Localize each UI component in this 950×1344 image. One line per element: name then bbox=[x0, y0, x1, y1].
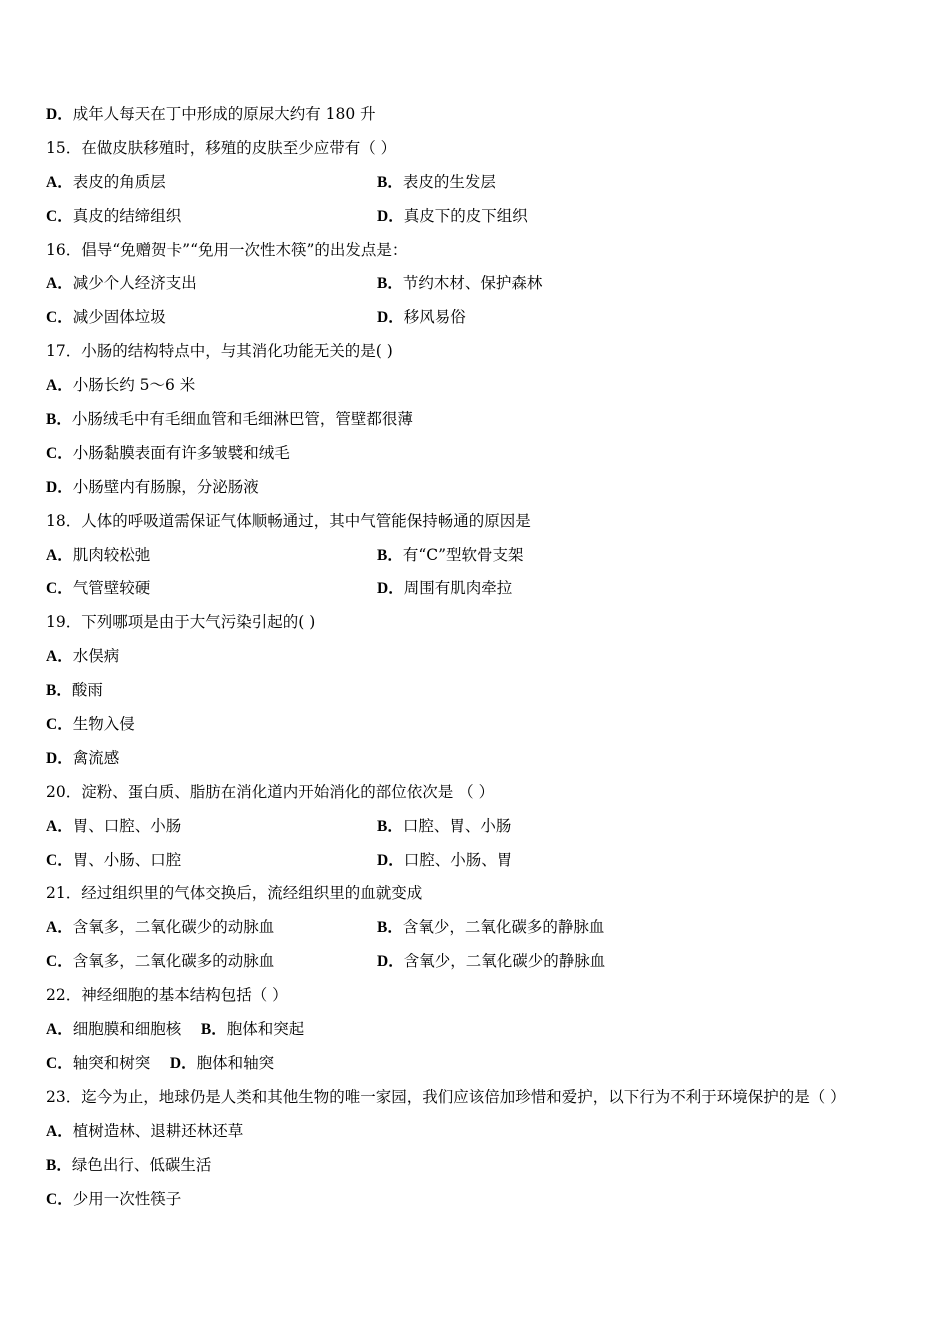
option-c bbox=[46, 945, 274, 979]
option-label: B． bbox=[46, 1156, 72, 1174]
option-line bbox=[46, 403, 916, 437]
option-text: 胃、口腔、小肠 bbox=[72, 816, 182, 835]
option-b bbox=[377, 267, 542, 301]
option-row bbox=[46, 945, 916, 979]
option-line bbox=[46, 708, 916, 742]
option-label: C． bbox=[46, 1190, 73, 1208]
option-line bbox=[46, 674, 916, 708]
option-line bbox=[46, 369, 916, 403]
option-text: 成年人每天在丁中形成的原尿大约有 180 升 bbox=[72, 105, 376, 123]
option-d bbox=[377, 945, 605, 979]
option-text: 口腔、胃、小肠 bbox=[402, 816, 512, 835]
option-text: 减少个人经济支出 bbox=[72, 274, 197, 293]
option-b bbox=[377, 539, 524, 573]
option-label: B． bbox=[377, 817, 403, 835]
option-b bbox=[377, 166, 496, 200]
option-label: A． bbox=[46, 377, 73, 395]
option-label: B． bbox=[46, 682, 72, 700]
option-label: D． bbox=[377, 309, 404, 327]
option-text: 移风易俗 bbox=[403, 308, 466, 327]
option-row bbox=[46, 810, 916, 844]
option-label: A． bbox=[46, 173, 73, 191]
option-line bbox=[46, 98, 916, 132]
option-text: 节约木材、保护森林 bbox=[402, 274, 543, 293]
question-18 bbox=[46, 505, 916, 539]
option-label: C． bbox=[46, 309, 73, 327]
option-label: B． bbox=[377, 919, 403, 937]
option-row bbox=[46, 267, 916, 301]
question-text: 23．迄今为止，地球仍是人类和其他生物的唯一家园，我们应该倍加珍惜和爱护，以下行为不利于环境保护的是（ ） bbox=[46, 1087, 846, 1106]
option-line bbox=[46, 1183, 916, 1217]
option-label: C． bbox=[46, 851, 73, 869]
option-d bbox=[377, 844, 512, 878]
option-label: D． bbox=[377, 207, 404, 225]
option-label: A． bbox=[46, 648, 73, 666]
option-a bbox=[46, 539, 150, 573]
option-text: 减少固体垃圾 bbox=[72, 308, 166, 327]
option-line bbox=[46, 437, 916, 471]
option-c bbox=[46, 572, 150, 606]
question-16 bbox=[46, 234, 916, 268]
option-label: A． bbox=[46, 817, 73, 835]
option-label: C． bbox=[46, 953, 73, 971]
option-row bbox=[46, 911, 916, 945]
option-text: 小肠黏膜表面有许多皱襞和绒毛 bbox=[72, 443, 290, 462]
option-label: D． bbox=[377, 953, 404, 971]
option-text: 肌肉较松弛 bbox=[72, 545, 151, 564]
option-text: 胞体和轴突 bbox=[196, 1053, 275, 1072]
option-line bbox=[46, 1047, 916, 1081]
question-21 bbox=[46, 877, 916, 911]
option-d bbox=[377, 572, 512, 606]
option-a bbox=[46, 166, 166, 200]
option-a bbox=[46, 810, 181, 844]
option-text: 小肠壁内有肠腺，分泌肠液 bbox=[72, 477, 259, 496]
option-label: C． bbox=[46, 207, 73, 225]
option-label: B． bbox=[377, 173, 403, 191]
option-label: B． bbox=[377, 275, 403, 293]
option-row bbox=[46, 539, 916, 573]
question-text: 19．下列哪项是由于大气污染引起的( ) bbox=[46, 613, 316, 632]
option-row bbox=[46, 844, 916, 878]
option-label: A． bbox=[46, 919, 73, 937]
question-20 bbox=[46, 776, 916, 810]
option-text: 胞体和突起 bbox=[226, 1020, 305, 1039]
option-d bbox=[377, 301, 466, 335]
document-page bbox=[46, 98, 916, 1216]
option-text: 酸雨 bbox=[71, 681, 103, 700]
option-text: 胃、小肠、口腔 bbox=[72, 850, 182, 869]
option-text: 轴突和树突 bbox=[72, 1053, 170, 1072]
question-15 bbox=[46, 132, 916, 166]
option-text: 绿色出行、低碳生活 bbox=[71, 1155, 212, 1174]
option-label: C． bbox=[46, 444, 73, 462]
question-17 bbox=[46, 335, 916, 369]
option-row bbox=[46, 166, 916, 200]
option-text: 表皮的生发层 bbox=[402, 172, 496, 191]
option-text: 禽流感 bbox=[72, 748, 120, 767]
option-c bbox=[46, 301, 166, 335]
option-text: 少用一次性筷子 bbox=[72, 1189, 182, 1208]
option-label: A． bbox=[46, 1021, 73, 1039]
option-text: 含氧少，二氧化碳少的静脉血 bbox=[403, 952, 606, 971]
option-text: 含氧少，二氧化碳多的静脉血 bbox=[402, 918, 605, 937]
option-text: 含氧多，二氧化碳多的动脉血 bbox=[72, 952, 275, 971]
option-text: 表皮的角质层 bbox=[72, 172, 166, 191]
option-c bbox=[46, 200, 181, 234]
option-a bbox=[46, 267, 197, 301]
question-text: 16．倡导“免赠贺卡”“免用一次性木筷”的出发点是： bbox=[46, 240, 408, 259]
option-label: C． bbox=[46, 580, 73, 598]
question-22 bbox=[46, 979, 916, 1013]
option-label: D． bbox=[377, 851, 404, 869]
option-b bbox=[377, 810, 511, 844]
option-row bbox=[46, 572, 916, 606]
option-line bbox=[46, 1013, 916, 1047]
option-label: A． bbox=[46, 275, 73, 293]
option-label: A． bbox=[46, 546, 73, 564]
option-c bbox=[46, 844, 181, 878]
question-19 bbox=[46, 606, 916, 640]
option-text: 生物入侵 bbox=[72, 715, 135, 734]
option-text: 真皮下的皮下组织 bbox=[403, 206, 528, 225]
question-text: 20．淀粉、蛋白质、脂肪在消化道内开始消化的部位依次是 （ ） bbox=[46, 782, 495, 801]
option-text: 真皮的结缔组织 bbox=[72, 206, 182, 225]
option-text: 含氧多，二氧化碳少的动脉血 bbox=[72, 918, 275, 937]
option-text: 小肠绒毛中有毛细血管和毛细淋巴管，管壁都很薄 bbox=[71, 410, 413, 429]
option-b bbox=[377, 911, 604, 945]
question-text: 21．经过组织里的气体交换后，流经组织里的血就变成 bbox=[46, 884, 423, 903]
option-label: D． bbox=[169, 1054, 197, 1072]
option-text: 周围有肌肉牵拉 bbox=[403, 579, 513, 598]
option-line bbox=[46, 471, 916, 505]
question-text: 18．人体的呼吸道需保证气体顺畅通过，其中气管能保持畅通的原因是 bbox=[46, 511, 531, 530]
question-23 bbox=[46, 1081, 916, 1115]
option-label: A． bbox=[46, 1122, 73, 1140]
option-text: 植树造林、退耕还林还草 bbox=[72, 1121, 244, 1140]
option-label: D． bbox=[377, 580, 404, 598]
option-line bbox=[46, 742, 916, 776]
option-label: C． bbox=[46, 1054, 73, 1072]
option-text: 小肠长约 5～6 米 bbox=[72, 376, 196, 395]
option-line bbox=[46, 1115, 916, 1149]
question-text: 15．在做皮肤移殖时，移殖的皮肤至少应带有（ ） bbox=[46, 138, 397, 157]
option-label: D． bbox=[46, 478, 73, 496]
option-text: 细胞膜和细胞核 bbox=[72, 1020, 201, 1039]
option-row bbox=[46, 200, 916, 234]
option-a bbox=[46, 911, 274, 945]
option-text: 气管壁较硬 bbox=[72, 579, 151, 598]
option-label: D． bbox=[46, 749, 73, 767]
option-row bbox=[46, 301, 916, 335]
option-label: B． bbox=[377, 546, 403, 564]
option-label: B． bbox=[46, 411, 72, 429]
option-label: C． bbox=[46, 716, 73, 734]
option-line bbox=[46, 1149, 916, 1183]
option-line bbox=[46, 640, 916, 674]
option-text: 有“C”型软骨支架 bbox=[402, 545, 524, 564]
option-d bbox=[377, 200, 528, 234]
question-text: 17．小肠的结构特点中，与其消化功能无关的是( ) bbox=[46, 342, 393, 361]
option-text: 口腔、小肠、胃 bbox=[403, 850, 513, 869]
option-text: 水俣病 bbox=[72, 647, 120, 666]
option-label: D． bbox=[46, 106, 73, 123]
option-label: B． bbox=[200, 1021, 227, 1039]
question-text: 22．神经细胞的基本结构包括（ ） bbox=[46, 986, 288, 1005]
